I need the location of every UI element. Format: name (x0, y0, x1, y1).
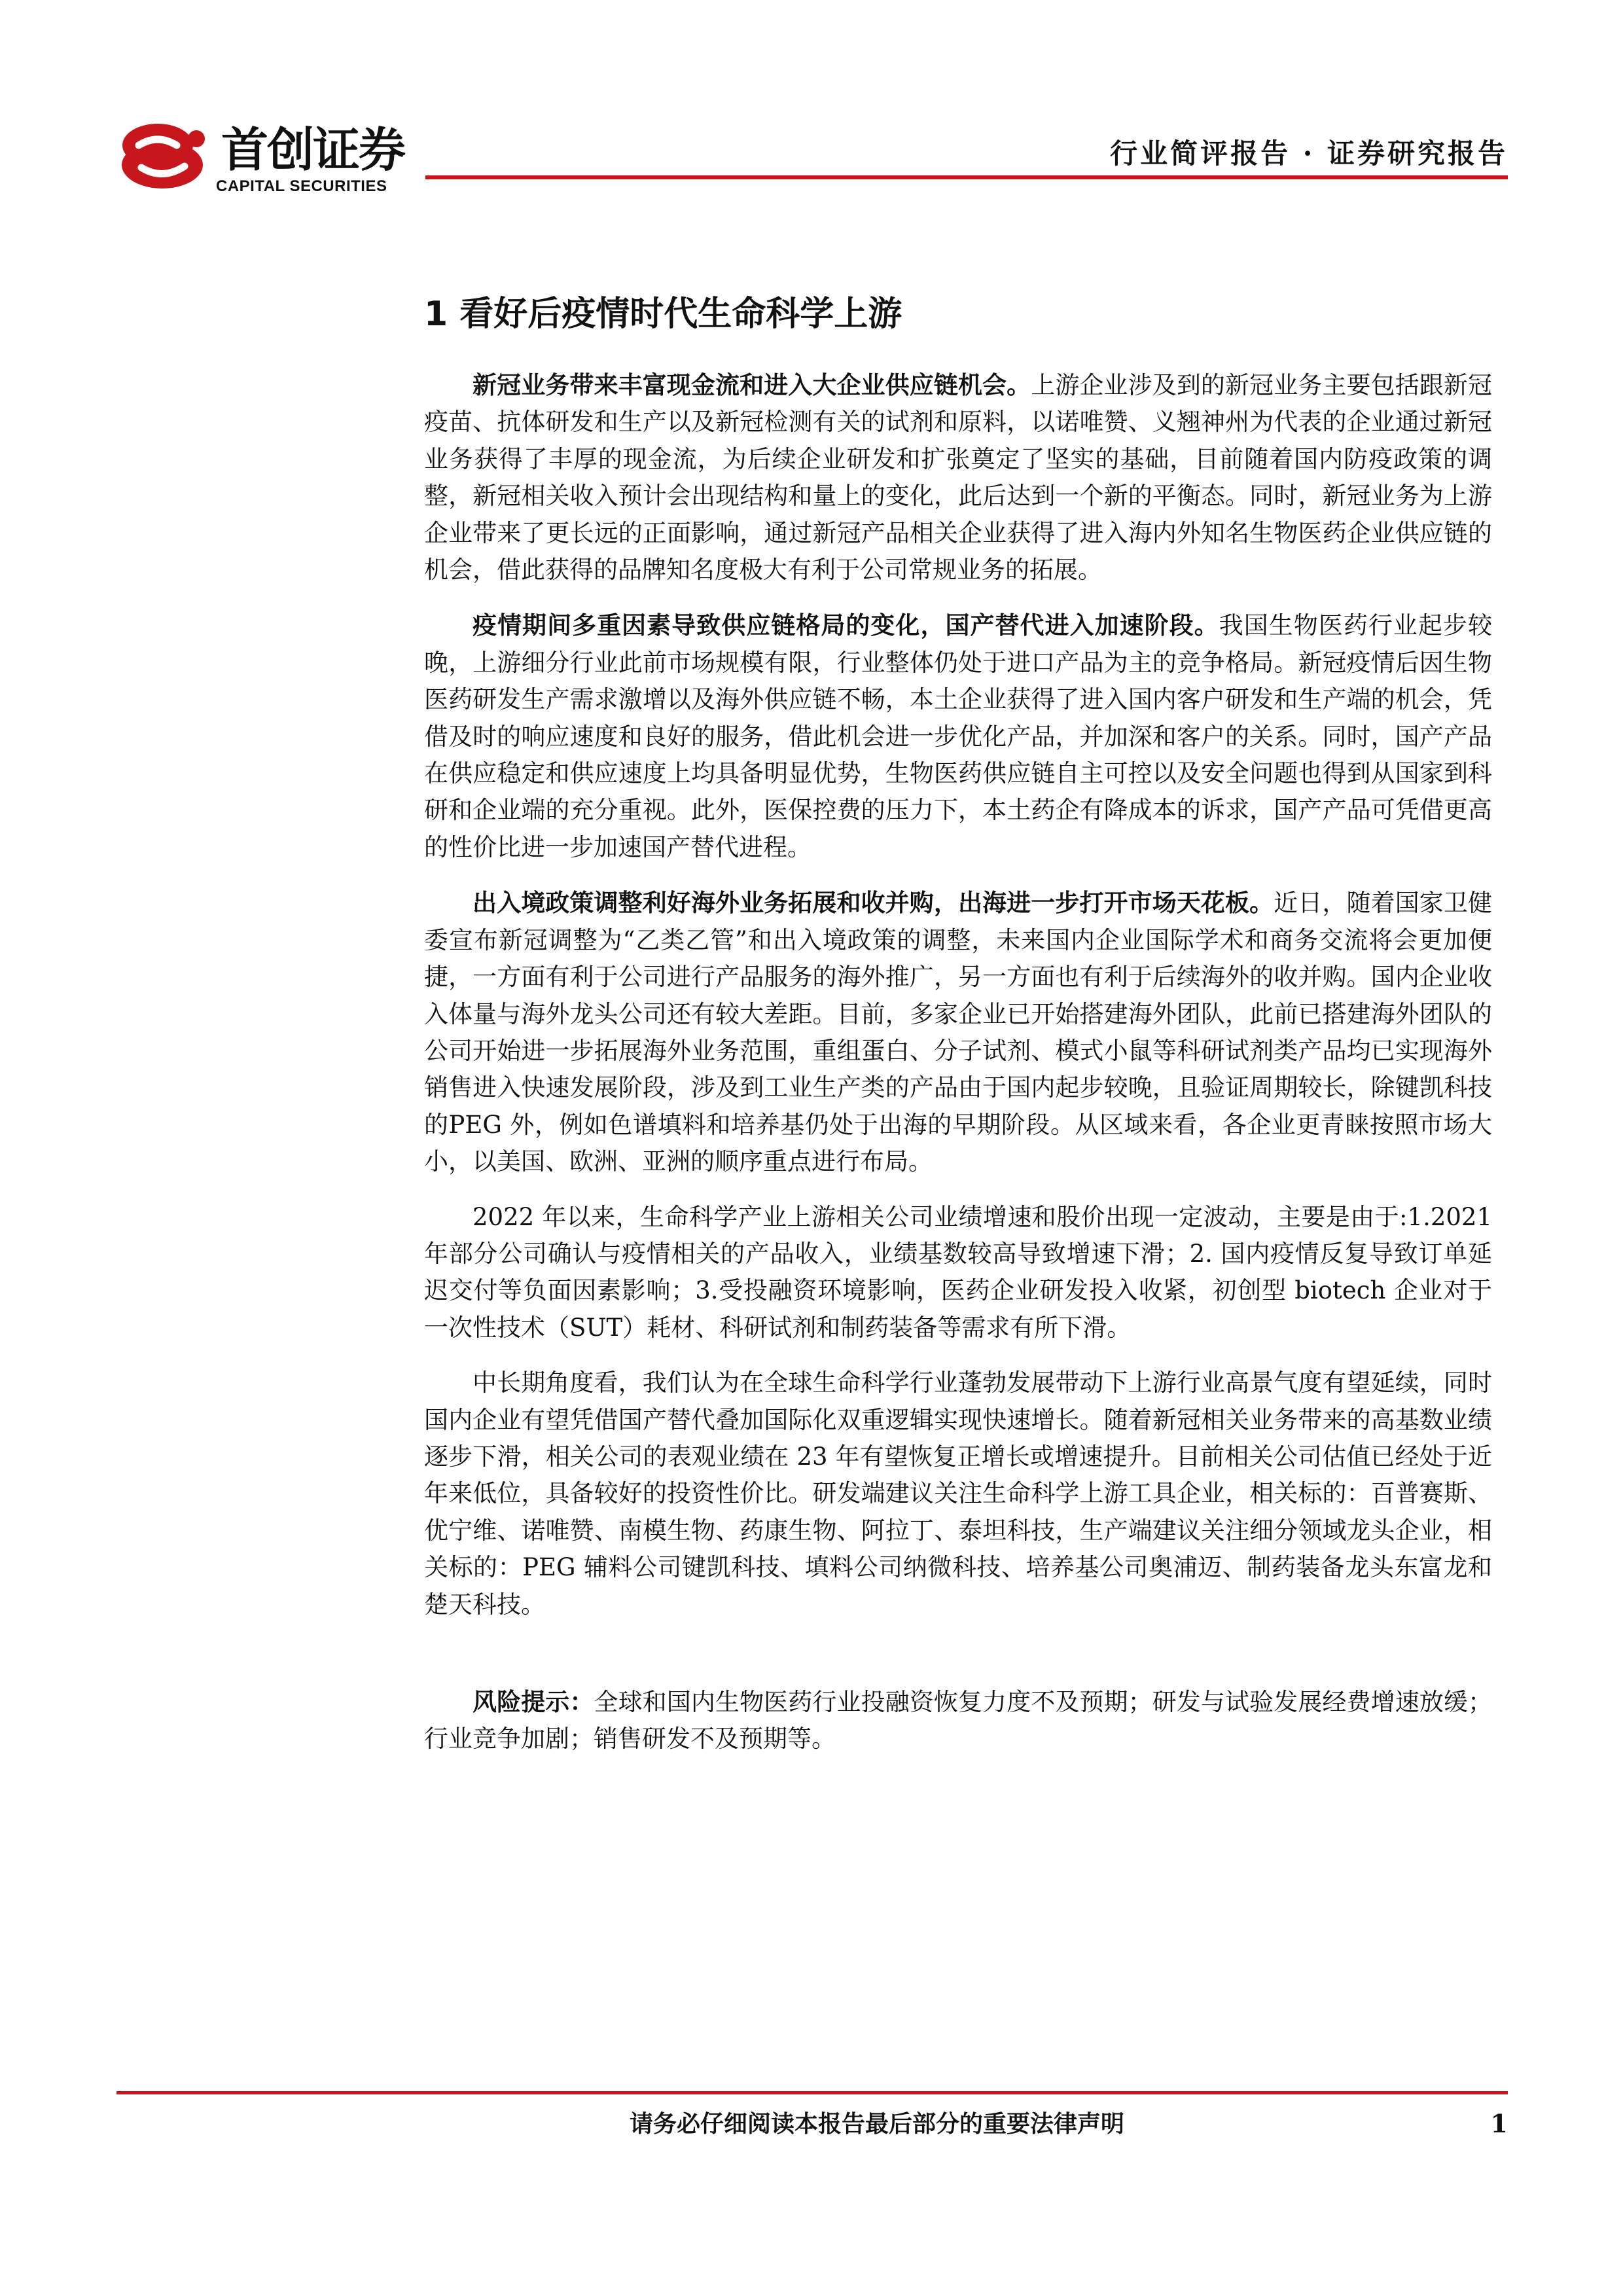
capital-securities-logo-icon (116, 117, 215, 192)
paragraph-3-lead: 出入境政策调整利好海外业务拓展和收并购，出海进一步打开市场天花板。 (473, 888, 1274, 918)
page-number: 1 (1490, 2109, 1508, 2138)
report-type-label: 行业简评报告 · 证券研究报告 (1110, 137, 1508, 170)
paragraph-4-body: 2022 年以来，生命科学产业上游相关公司业绩增速和股价出现一定波动，主要是由于:1.2021 年部分公司确认与疫情相关的产品收入，业绩基数较高导致增速下滑；2. 国内疫情反复导致订单延迟交付等负面因素影响；3.受投融资环境影响，医药企业研发投入收紧，初创型 biotech 企业对于一次性技术（SUT）耗材、科研试剂和制药装备等需求有所下滑。 (424, 1202, 1492, 1342)
paragraph-2 (424, 607, 1492, 866)
page-header (0, 0, 1623, 196)
brand-name-cn: 首创证券 (221, 122, 405, 177)
paragraph-5-body: 中长期角度看，我们认为在全球生命科学行业蓬勃发展带动下上游行业高景气度有望延续，同时国内企业有望凭借国产替代叠加国际化双重逻辑实现快速增长。随着新冠相关业务带来的高基数业绩逐步下滑，相关公司的表观业绩在 23 年有望恢复正增长或增速提升。目前相关公司估值已经处于近年来低位，具备较好的投资性价比。研发端建议关注生命科学上游工具企业，相关标的：百普赛斯、优宁维、诺唯赞、南模生物、药康生物、阿拉丁、泰坦科技，生产端建议关注细分领域龙头企业，相关标的：PEG 辅料公司键凯科技、填料公司纳微科技、培养基公司奥浦迈、制药装备龙头东富龙和楚天科技。 (424, 1369, 1492, 1619)
footer-disclaimer: 请务必仔细阅读本报告最后部分的重要法律声明 (629, 2110, 1124, 2138)
risk-warning (424, 1683, 1492, 1758)
paragraph-3 (424, 884, 1492, 1180)
paragraph-4 (424, 1199, 1492, 1347)
paragraph-3-body: 近日，随着国家卫健委宣布新冠调整为“乙类乙管”和出入境政策的调整，未来国内企业国际学术和商务交流将会更加便捷，一方面有利于公司进行产品服务的海外推广，另一方面也有利于后续海外的收并购。国内企业收入体量与海外龙头公司还有较大差距。目前，多家企业已开始搭建海外团队，此前已搭建海外团队的公司开始进一步拓展海外业务范围，重组蛋白、分子试剂、模式小鼠等科研试剂类产品均已实现海外销售进入快速发展阶段，涉及到工业生产类的产品由于国内起步较晚，且验证周期较长，除键凯科技的PEG 外，例如色谱填料和培养基仍处于出海的早期阶段。从区域来看，各企业更青睐按照市场大小，以美国、欧洲、亚洲的顺序重点进行布局。 (424, 889, 1492, 1176)
risk-warning-body: 全球和国内生物医药行业投融资恢复力度不及预期；研发与试验发展经费增速放缓；行业竞争加剧；销售研发不及预期等。 (424, 1688, 1493, 1753)
report-body (424, 288, 1492, 1776)
paragraph-1-lead: 新冠业务带来丰富现金流和进入大企业供应链机会。 (473, 370, 1031, 399)
paragraph-1 (424, 367, 1492, 588)
paragraph-5 (424, 1365, 1492, 1623)
paragraph-2-body: 我国生物医药行业起步较晚，上游细分行业此前市场规模有限，行业整体仍处于进口产品为主的竞争格局。新冠疫情后因生物医药研发生产需求激增以及海外供应链不畅，本土企业获得了进入国内客户研发和生产端的机会，凭借及时的响应速度和良好的服务，借此机会进一步优化产品，并加深和客户的关系。同时，国产产品在供应稳定和供应速度上均具备明显优势，生物医药供应链自主可控以及安全问题也得到从国家到科研和企业端的充分重视。此外，医保控费的压力下，本土药企有降成本的诉求，国产产品可凭借更高的性价比进一步加速国产替代进程。 (424, 611, 1492, 861)
brand-name-en: CAPITAL SECURITIES (216, 177, 387, 195)
section-title: 1 看好后疫情时代生命科学上游 (424, 295, 902, 334)
paragraph-2-lead: 疫情期间多重因素导致供应链格局的变化，国产替代进入加速阶段。 (473, 611, 1219, 640)
footer-divider (116, 2091, 1508, 2094)
header-divider (425, 175, 1508, 179)
paragraph-1-body: 上游企业涉及到的新冠业务主要包括跟新冠疫苗、抗体研发和生产以及新冠检测有关的试剂和原料，以诺唯赞、义翘神州为代表的企业通过新冠业务获得了丰厚的现金流，为后续企业研发和扩张奠定了坚实的基础，目前随着国内防疫政策的调整，新冠相关收入预计会出现结构和量上的变化，此后达到一个新的平衡态。同时，新冠业务为上游企业带来了更长远的正面影响，通过新冠产品相关企业获得了进入海内外知名生物医药企业供应链的机会，借此获得的品牌知名度极大有利于公司常规业务的拓展。 (424, 371, 1493, 584)
risk-warning-label: 风险提示： (473, 1687, 594, 1716)
